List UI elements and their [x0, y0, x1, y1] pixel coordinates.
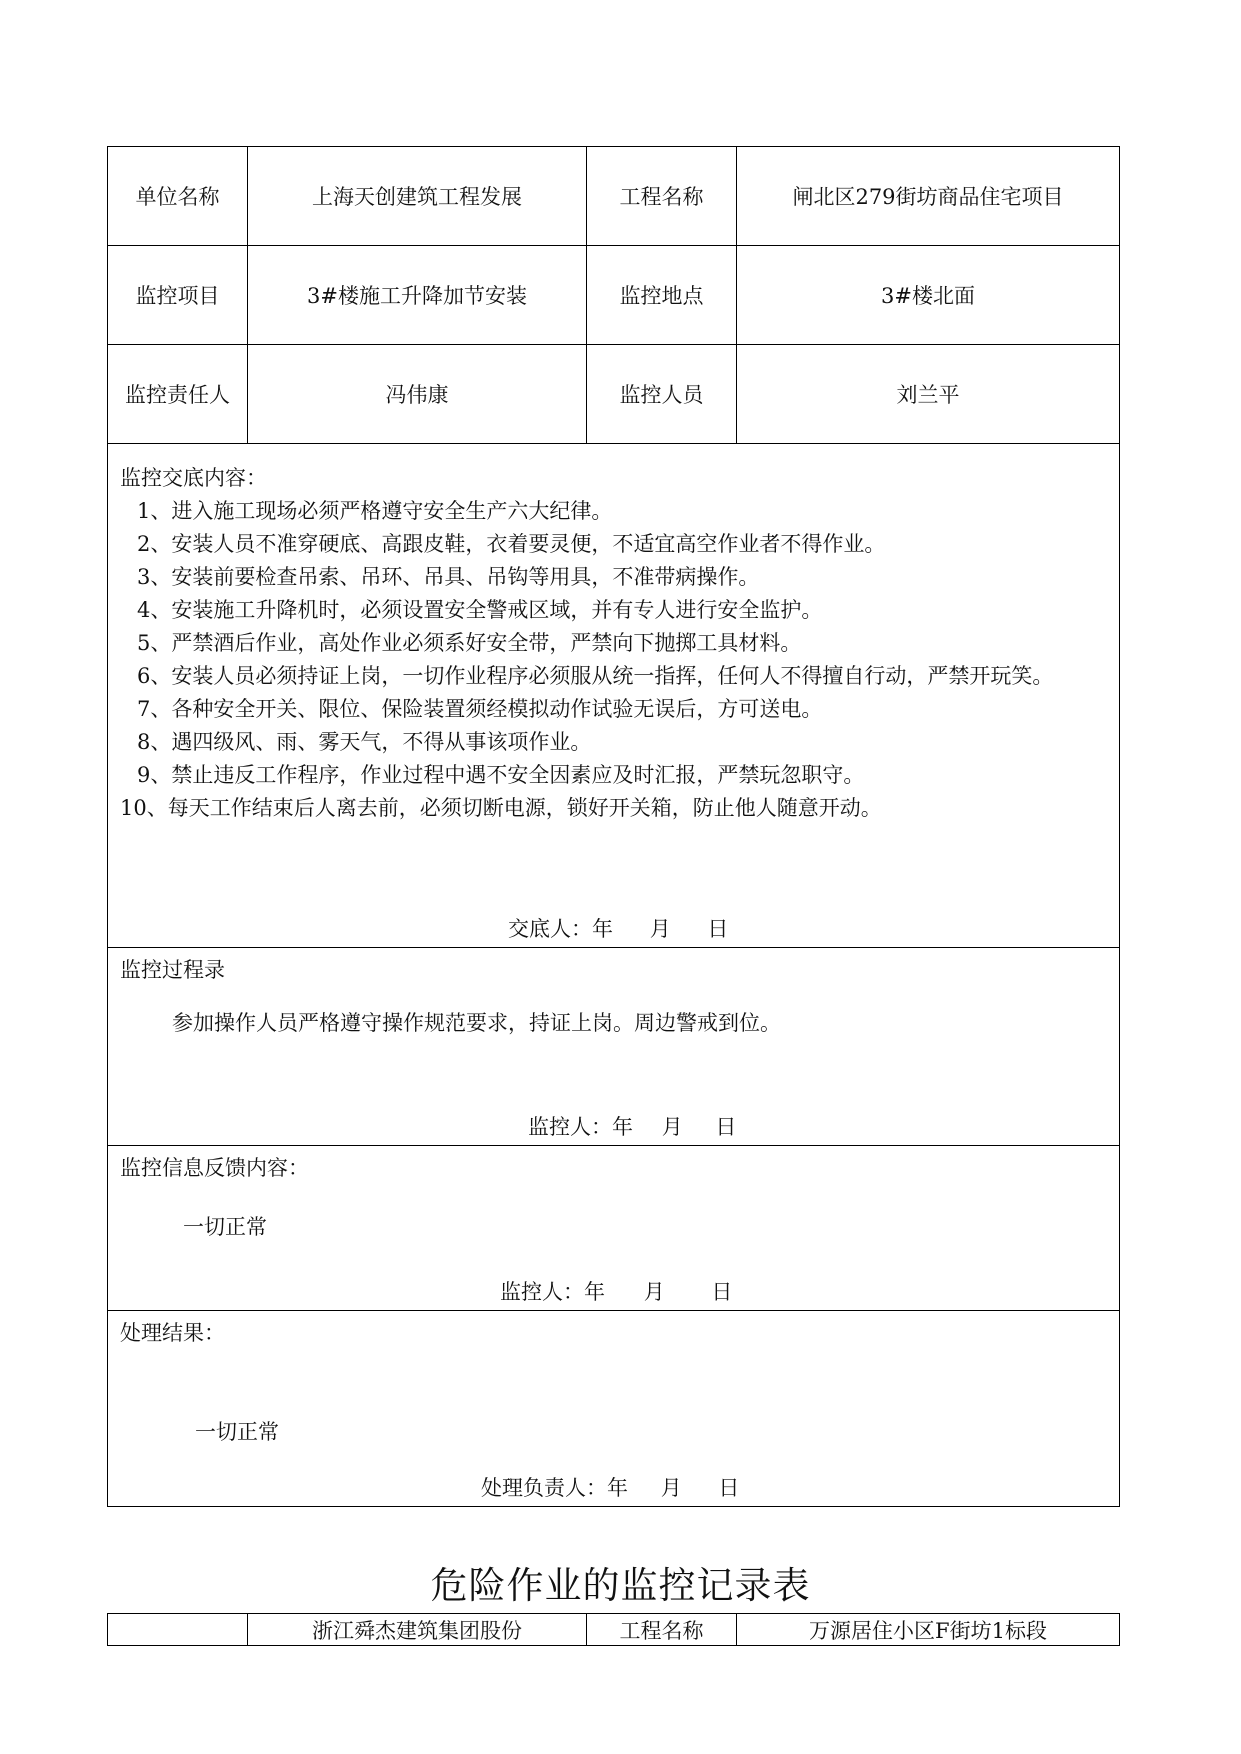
list-item: 1、进入施工现场必须严格遵守安全生产六大纪律。: [137, 499, 613, 523]
staff-value: 刘兰平: [737, 345, 1120, 444]
result-section: [108, 1311, 1120, 1507]
briefing-section: [108, 444, 1120, 948]
list-item: 10、每天工作结束后人离去前，必须切断电源，锁好开关箱，防止他人随意开动。: [120, 796, 882, 820]
day-label: 日: [707, 917, 729, 941]
feedback-row: [108, 1146, 1120, 1311]
project-value: 闸北区279街坊商品住宅项目: [737, 147, 1120, 246]
second-record-table: [107, 1613, 1120, 1646]
staff-label: 监控人员: [587, 345, 737, 444]
briefing-list: [120, 495, 1107, 825]
list-item: 4、安装施工升降机时，必须设置安全警戒区域，并有专人进行安全监护。: [137, 598, 823, 622]
project-value: 万源居住小区F街坊1标段: [737, 1614, 1120, 1646]
feedback-content: 一切正常: [183, 1215, 267, 1239]
month-label: 月: [661, 1115, 683, 1139]
unit-value: 上海天创建筑工程发展: [248, 147, 587, 246]
table-row: [108, 147, 1120, 246]
list-item: 7、各种安全开关、限位、保险装置须经模拟动作试验无误后，方可送电。: [137, 697, 823, 721]
process-section: [108, 948, 1120, 1146]
month-label: 月: [660, 1476, 682, 1500]
feedback-signature: [500, 1276, 732, 1306]
day-label: 日: [711, 1280, 733, 1304]
responsible-value: 冯伟康: [248, 345, 587, 444]
result-heading: 处理结果：: [120, 1321, 225, 1345]
page-title: 危险作业的监控记录表: [430, 1564, 811, 1607]
list-item: 5、严禁酒后作业，高处作业必须系好安全带，严禁向下抛掷工具材料。: [137, 631, 802, 655]
signer-label: 监控人：年: [528, 1115, 633, 1139]
process-content: 参加操作人员严格遵守操作规范要求，持证上岗。周边警戒到位。: [172, 1011, 781, 1035]
month-label: 月: [649, 917, 671, 941]
item-label: 监控项目: [108, 246, 248, 345]
responsible-label: 监控责任人: [108, 345, 248, 444]
unit-value: 浙江舜杰建筑集团股份: [248, 1614, 587, 1646]
result-content: 一切正常: [195, 1420, 279, 1444]
item-value: 3#楼施工升降加节安装: [248, 246, 587, 345]
signer-label: 交底人：年: [508, 917, 613, 941]
table-row: [108, 246, 1120, 345]
process-heading: 监控过程录: [120, 958, 225, 982]
unit-label: 单位名称: [108, 147, 248, 246]
list-item: 3、安装前要检查吊索、吊环、吊具、吊钩等用具，不准带病操作。: [137, 565, 760, 589]
feedback-section: [108, 1146, 1120, 1311]
day-label: 日: [715, 1115, 737, 1139]
signer-label: 监控人：年: [500, 1280, 605, 1304]
briefing-row: [108, 444, 1120, 948]
project-label: 工程名称: [587, 1614, 737, 1646]
list-item: 2、安装人员不准穿硬底、高跟皮鞋，衣着要灵便，不适宜高空作业者不得作业。: [137, 532, 886, 556]
project-label: 工程名称: [587, 147, 737, 246]
location-label: 监控地点: [587, 246, 737, 345]
monitoring-record-table: [107, 146, 1120, 1507]
briefing-heading: 监控交底内容：: [120, 466, 267, 490]
list-item: 9、禁止违反工作程序，作业过程中遇不安全因素应及时汇报，严禁玩忽职守。: [137, 763, 865, 787]
location-value: 3#楼北面: [737, 246, 1120, 345]
list-item: 6、安装人员必须持证上岗，一切作业程序必须服从统一指挥，任何人不得擅自行动，严禁开玩笑。: [137, 664, 1054, 688]
feedback-heading: 监控信息反馈内容：: [120, 1156, 309, 1180]
table-row: [108, 345, 1120, 444]
result-row: [108, 1311, 1120, 1507]
list-item: 8、遇四级风、雨、雾天气，不得从事该项作业。: [137, 730, 592, 754]
month-label: 月: [643, 1280, 665, 1304]
table-row: [108, 1614, 1120, 1646]
briefing-signature: [508, 913, 728, 943]
result-signature: [481, 1472, 739, 1502]
process-signature: [528, 1111, 736, 1141]
unit-label-empty: [108, 1614, 248, 1646]
process-row: [108, 948, 1120, 1146]
signer-label: 处理负责人：年: [481, 1476, 628, 1500]
day-label: 日: [718, 1476, 740, 1500]
